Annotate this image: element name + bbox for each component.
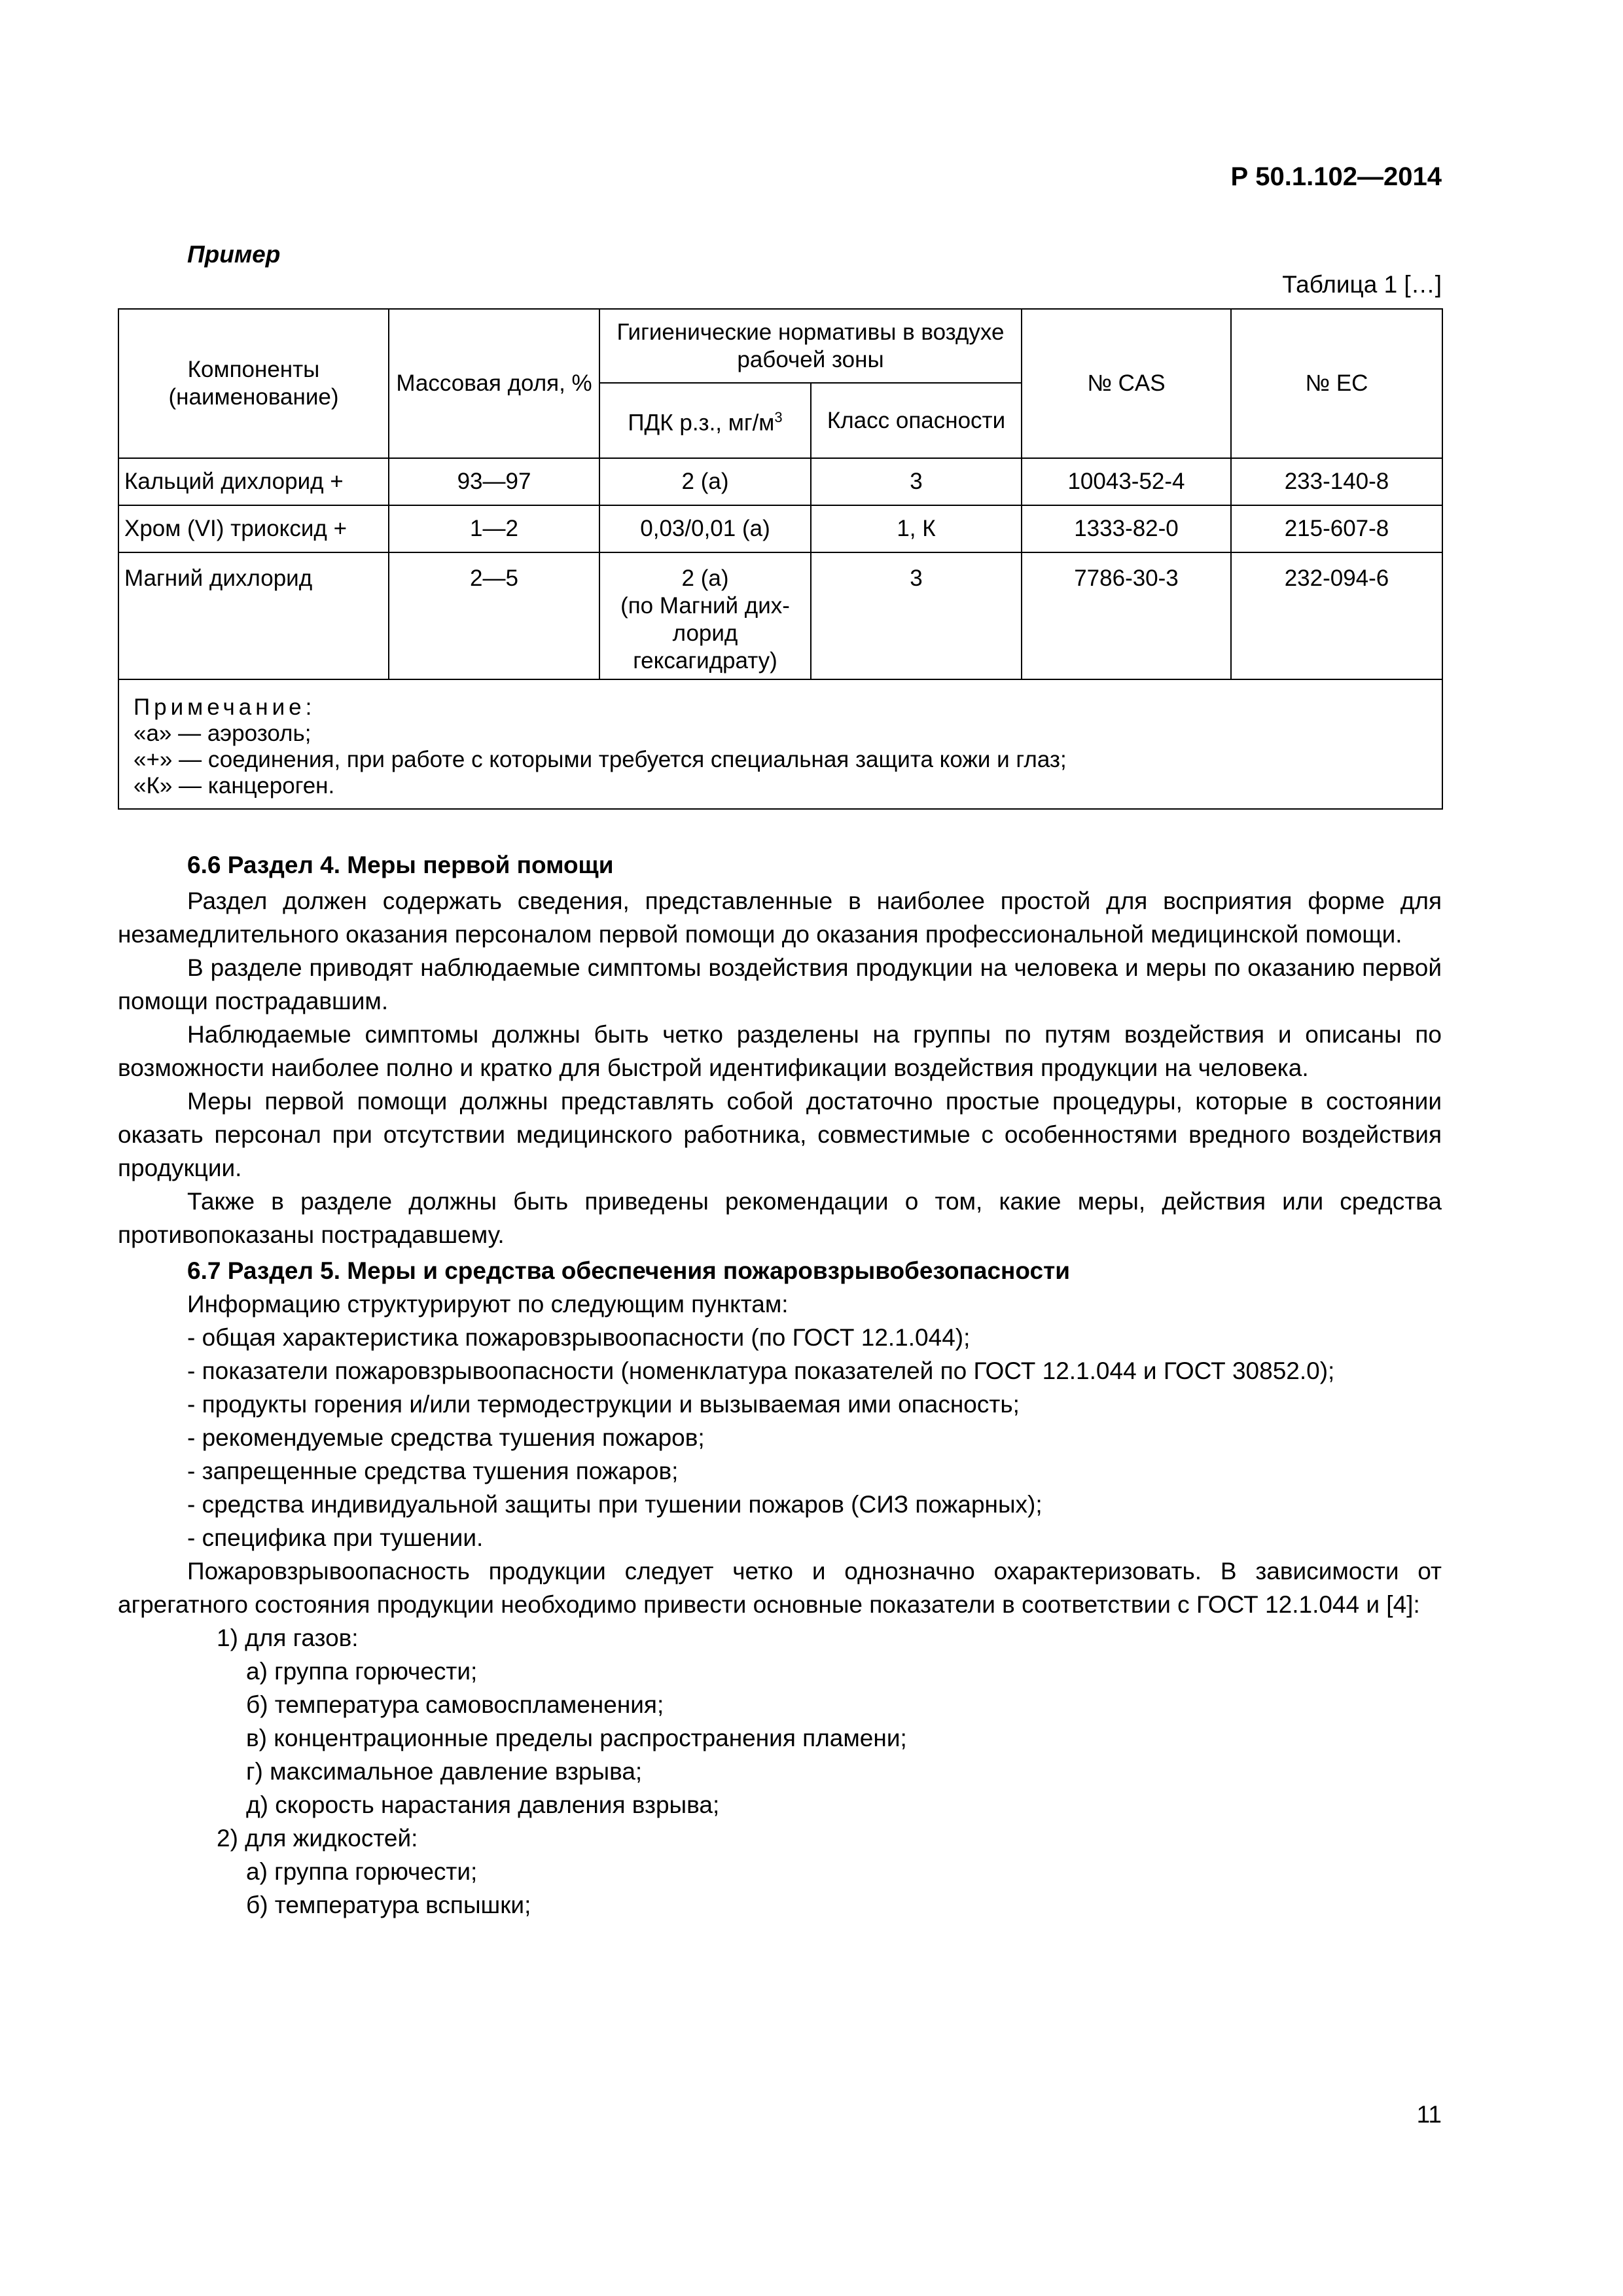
cell-pdk-value: 2 (а) [681, 565, 729, 591]
note-line: «+» — соединения, при работе с которыми требуется специальная защита кожи и глаз; [134, 747, 1067, 772]
sub-item: б) температура самовоспламенения; [246, 1691, 664, 1718]
note-title: Примечание: [134, 694, 316, 720]
cell-mass: 93—97 [389, 458, 599, 505]
cell-pdk: 2 (а) [599, 458, 811, 505]
table-row [118, 505, 1442, 552]
section-heading: 6.6 Раздел 4. Меры первой помощи [187, 852, 614, 878]
table-caption: Таблица 1 […] [1282, 271, 1442, 298]
body-text [118, 848, 1442, 1922]
header-hazard-class: Класс опасности [811, 383, 1022, 458]
sub-item: б) температура вспышки; [246, 1892, 531, 1918]
list-item: - рекомендуемые средства тушения пожаров; [187, 1424, 705, 1451]
document-code: Р 50.1.102—2014 [1230, 162, 1442, 191]
cell-mass: 1—2 [389, 505, 599, 552]
example-label: Пример [187, 241, 281, 268]
list-item: - средства индивидуальной защиты при тушении пожаров (СИЗ пожарных); [187, 1491, 1043, 1518]
cell-ec: 215-607-8 [1231, 505, 1442, 552]
table-note-row [118, 679, 1442, 809]
sub-item: а) группа горючести; [246, 1858, 478, 1885]
cell-component: Хром (VI) триоксид + [118, 505, 389, 552]
header-pdk-text: ПДК р.з., мг/м [628, 410, 775, 436]
paragraph: Меры первой помощи должны представлять собой достаточно простые процедуры, которые в состоянии оказать персонал при отсутствии медицинского работника, совместимые с особенностями вредного воздействия продукции. [118, 1088, 1442, 1181]
cell-component: Магний дихлорид [118, 552, 389, 679]
components-table [118, 308, 1443, 810]
list-item: - показатели пожаровзрывоопасности (номенклатура показателей по ГОСТ 12.1.044 и ГОСТ 30852.0); [187, 1357, 1335, 1384]
cell-cas: 7786-30-3 [1022, 552, 1231, 679]
cell-component: Кальций дихлорид + [118, 458, 389, 505]
header-hygiene-norms: Гигиенические нормативы в воздухе рабочей зоны [599, 309, 1022, 383]
paragraph: Наблюдаемые симптомы должны быть четко разделены на группы по путям воздействия и описаны по возможности наиболее полно и кратко для быстрой идентификации воздействия продукции на человека. [118, 1021, 1442, 1081]
table-header-row [118, 309, 1442, 383]
header-pdk [599, 383, 811, 458]
sub-item: а) группа горючести; [246, 1658, 478, 1685]
list-item: - специфика при тушении. [187, 1524, 484, 1551]
numbered-item: 1) для газов: [217, 1624, 359, 1651]
table-row [118, 552, 1442, 679]
cell-ec: 233-140-8 [1231, 458, 1442, 505]
list-item: - общая характеристика пожаровзрывоопасности (по ГОСТ 12.1.044); [187, 1324, 971, 1351]
list-item: - запрещенные средства тушения пожаров; [187, 1458, 679, 1484]
sub-item: в) концентрационные пределы распространения пламени; [246, 1725, 907, 1751]
cell-pdk: 0,03/0,01 (а) [599, 505, 811, 552]
header-ec: № ЕС [1231, 309, 1442, 458]
note-line: «а» — аэрозоль; [134, 721, 312, 746]
cell-mass: 2—5 [389, 552, 599, 679]
cell-cas: 1333-82-0 [1022, 505, 1231, 552]
cell-class: 3 [811, 458, 1022, 505]
cell-pdk-note: (по Магний дих-лорид гексагидрату) [620, 593, 790, 673]
sub-item: д) скорость нарастания давления взрыва; [246, 1791, 720, 1818]
section-heading: 6.7 Раздел 5. Меры и средства обеспечения пожаровзрывобезопасности [187, 1257, 1070, 1284]
table-note [118, 679, 1442, 809]
sub-item: г) максимальное давление взрыва; [246, 1758, 643, 1785]
page-number: 11 [1416, 2101, 1442, 2128]
paragraph: В разделе приводят наблюдаемые симптомы воздействия продукции на человека и меры по оказанию первой помощи пострадавшим. [118, 954, 1442, 1014]
header-mass-fraction: Массовая доля, % [389, 309, 599, 458]
header-component: Компоненты (наименование) [118, 309, 389, 458]
cell-cas: 10043-52-4 [1022, 458, 1231, 505]
header-cas: № CAS [1022, 309, 1231, 458]
cell-class: 3 [811, 552, 1022, 679]
paragraph: Раздел должен содержать сведения, представленные в наиболее простой для восприятия форме для незамедлительного оказания персоналом первой помощи до оказания профессиональной медицинской помощи. [118, 888, 1442, 948]
paragraph: Также в разделе должны быть приведены рекомендации о том, какие меры, действия или средства противопоказаны пострадавшему. [118, 1188, 1442, 1248]
table-row [118, 458, 1442, 505]
cell-class: 1, К [811, 505, 1022, 552]
note-line: «К» — канцероген. [134, 773, 335, 798]
paragraph: Пожаровзрывоопасность продукции следует четко и однозначно охарактеризовать. В зависимости от агрегатного состояния продукции необходимо привести основные показатели в соответствии с ГОСТ 12.1.044 и [4]: [118, 1558, 1442, 1618]
cell-pdk [599, 552, 811, 679]
list-item: - продукты горения и/или термодеструкции и вызываемая ими опасность; [187, 1391, 1020, 1418]
header-pdk-sup: 3 [774, 409, 783, 426]
paragraph: Информацию структурируют по следующим пунктам: [187, 1291, 789, 1318]
cell-ec: 232-094-6 [1231, 552, 1442, 679]
numbered-item: 2) для жидкостей: [217, 1825, 418, 1852]
